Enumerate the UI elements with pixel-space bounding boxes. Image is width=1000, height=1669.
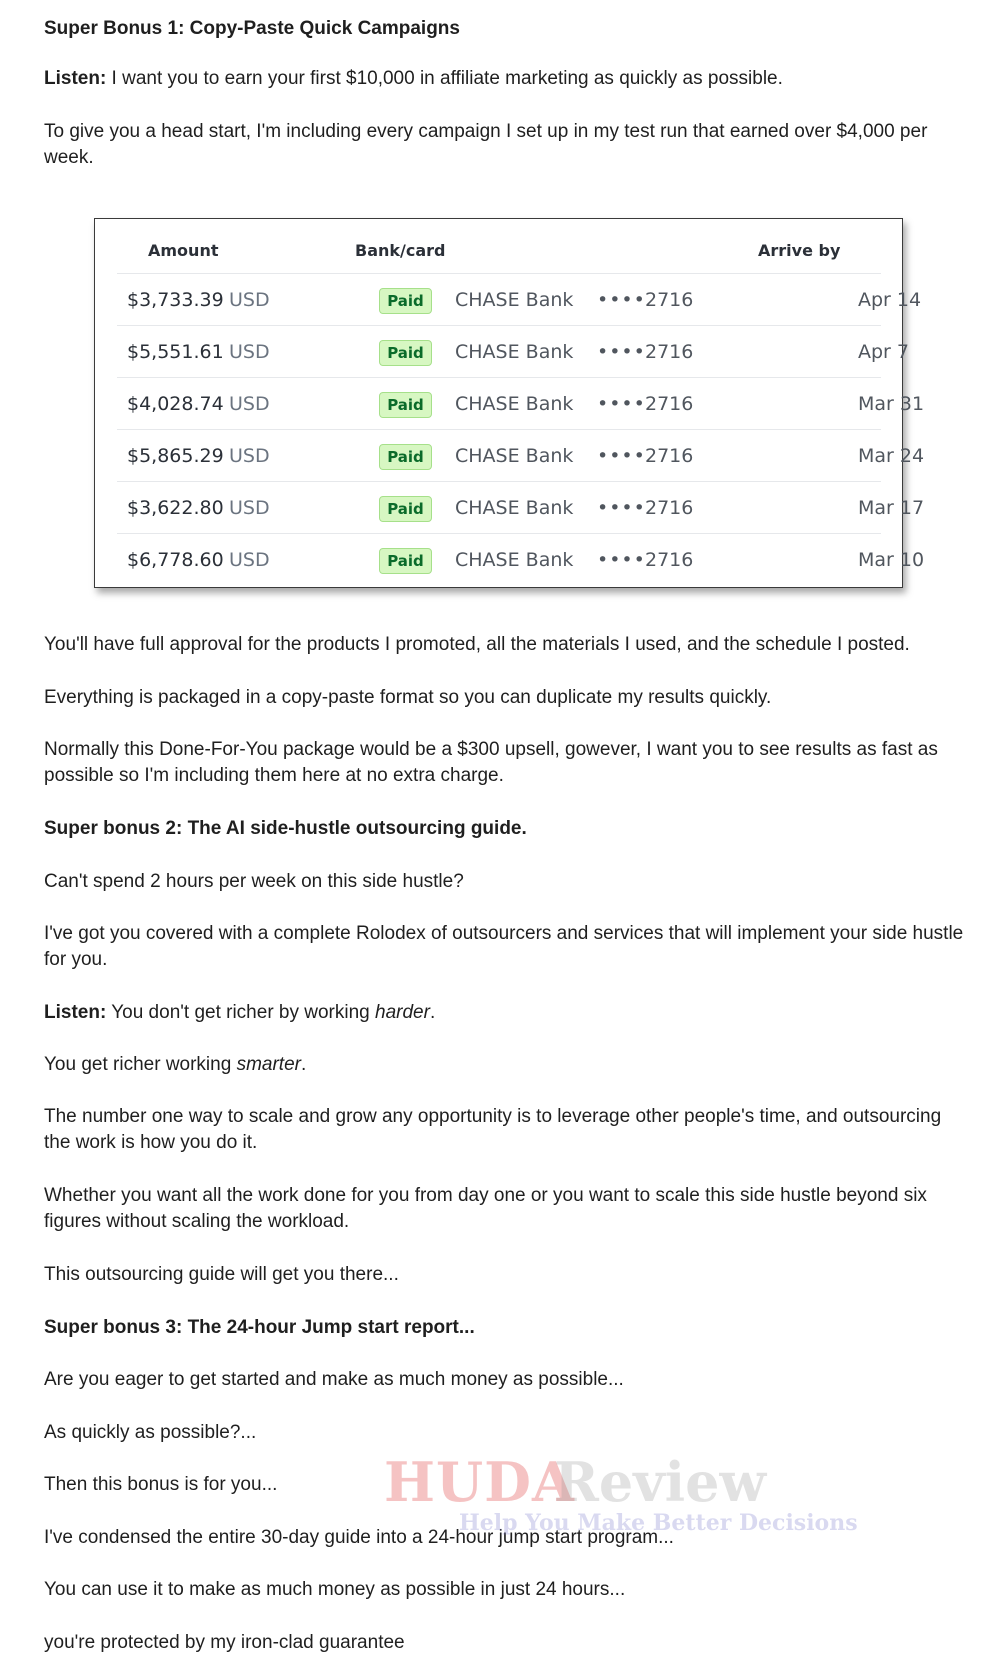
card-last4-cell: 2716: [645, 445, 694, 467]
emphasis-text: smarter: [236, 1054, 301, 1075]
table-row: [117, 481, 925, 534]
upsell-paragraph: Normally this Done-For-You package would be a $300 upsell, gowever, I want you to see results as fast as possible so I'm including them here at no extra charge.: [44, 739, 938, 786]
amount-cell: $5,865.29: [127, 445, 224, 467]
bank-name-cell: CHASE Bank: [455, 497, 574, 519]
bonus2-paragraph-3: [44, 1000, 964, 1026]
emphasis-text: harder: [375, 1002, 430, 1023]
paragraph-text: I want you to earn your first $10,000 in affiliate marketing as quickly as possible.: [106, 68, 783, 89]
column-header-bank: Bank/card: [355, 241, 446, 260]
approval-paragraph: You'll have full approval for the products I promoted, all the materials I used, and the schedule I posted.: [44, 634, 910, 655]
bonus2-paragraph-6: Whether you want all the work done for you from day one or you want to scale this side hustle beyond six figures without scaling the workload.: [44, 1185, 927, 1232]
bonus2-paragraph-2: I've got you covered with a complete Rolodex of outsourcers and services that will implement your side hustle for you.: [44, 923, 964, 970]
bonus1-heading: Super Bonus 1: Copy-Paste Quick Campaigns: [44, 18, 460, 39]
arrive-date-cell: Mar 10: [858, 549, 925, 571]
status-badge: Paid: [379, 548, 432, 574]
status-badge: Paid: [379, 496, 432, 522]
bonus1-paragraph-1: [44, 66, 964, 92]
card-last4-cell: 2716: [645, 497, 694, 519]
table-row: [117, 273, 922, 326]
column-header-arrive: Arrive by: [758, 241, 841, 260]
bank-name-cell: CHASE Bank: [455, 445, 574, 467]
currency-cell: USD: [229, 341, 270, 363]
bonus2-paragraph-7: This outsourcing guide will get you there...: [44, 1264, 399, 1285]
column-header-amount: Amount: [148, 241, 219, 260]
bonus2-heading: Super bonus 2: The AI side-hustle outsourcing guide.: [44, 818, 527, 839]
card-mask-cell: ••••: [597, 549, 646, 571]
currency-cell: USD: [229, 289, 270, 311]
bonus3-heading: Super bonus 3: The 24-hour Jump start report...: [44, 1317, 475, 1338]
status-badge: Paid: [379, 444, 432, 470]
arrive-date-cell: Mar 24: [858, 445, 925, 467]
card-mask-cell: ••••: [597, 497, 646, 519]
listen-lead: Listen:: [44, 1002, 107, 1023]
watermark-brand-a: HUDA: [384, 1450, 575, 1514]
packaged-paragraph: Everything is packaged in a copy-paste format so you can duplicate my results quickly.: [44, 687, 772, 708]
currency-cell: USD: [229, 393, 270, 415]
arrive-date-cell: Apr 14: [858, 289, 922, 311]
card-mask-cell: ••••: [597, 393, 646, 415]
amount-cell: $6,778.60: [127, 549, 224, 571]
watermark-tagline: Help You Make Better Decisions: [459, 1510, 858, 1536]
currency-cell: USD: [229, 445, 270, 467]
table-row: [117, 429, 925, 482]
arrive-date-cell: Mar 31: [858, 393, 925, 415]
card-last4-cell: 2716: [645, 341, 694, 363]
bonus3-paragraph-6: you're protected by my iron-clad guarantee: [44, 1632, 405, 1653]
card-mask-cell: ••••: [597, 341, 646, 363]
table-row: [117, 325, 909, 378]
currency-cell: USD: [229, 549, 270, 571]
bonus2-paragraph-5: The number one way to scale and grow any opportunity is to leverage other people's time, and outsourcing the work is how you do it.: [44, 1106, 942, 1153]
status-badge: Paid: [379, 288, 432, 314]
card-last4-cell: 2716: [645, 289, 694, 311]
card-last4-cell: 2716: [645, 393, 694, 415]
bonus2-paragraph-4: [44, 1052, 964, 1078]
listen-lead: Listen:: [44, 68, 107, 89]
bank-name-cell: CHASE Bank: [455, 549, 574, 571]
bonus3-paragraph-3: Then this bonus is for you...: [44, 1474, 278, 1495]
table-row: [117, 377, 925, 430]
card-mask-cell: ••••: [597, 289, 646, 311]
bonus3-paragraph-1: Are you eager to get started and make as much money as possible...: [44, 1369, 624, 1390]
amount-cell: $3,622.80: [127, 497, 224, 519]
currency-cell: USD: [229, 497, 270, 519]
card-mask-cell: ••••: [597, 445, 646, 467]
paragraph-text: You don't get richer by working: [106, 1002, 376, 1023]
bonus3-paragraph-4: I've condensed the entire 30-day guide into a 24-hour jump start program...: [44, 1527, 674, 1548]
arrive-date-cell: Mar 17: [858, 497, 925, 519]
bonus3-paragraph-2: As quickly as possible?...: [44, 1422, 257, 1443]
amount-cell: $3,733.39: [127, 289, 224, 311]
paragraph-end: .: [300, 1054, 307, 1075]
arrive-date-cell: Apr 7: [858, 341, 909, 363]
bank-name-cell: CHASE Bank: [455, 393, 574, 415]
paragraph-text: You get richer working: [44, 1054, 237, 1075]
bonus2-paragraph-1: Can't spend 2 hours per week on this side hustle?: [44, 871, 464, 892]
payouts-table: [94, 218, 925, 588]
paragraph-end: .: [429, 1002, 436, 1023]
bonus1-paragraph-2: To give you a head start, I'm including every campaign I set up in my test run that earned over $4,000 per week.: [44, 121, 928, 168]
status-badge: Paid: [379, 392, 432, 418]
amount-cell: $5,551.61: [127, 341, 224, 363]
bonus3-paragraph-5: You can use it to make as much money as possible in just 24 hours...: [44, 1579, 626, 1600]
amount-cell: $4,028.74: [127, 393, 224, 415]
bank-name-cell: CHASE Bank: [455, 289, 574, 311]
table-row: [117, 533, 925, 586]
status-badge: Paid: [379, 340, 432, 366]
watermark-brand-b: Review: [554, 1450, 766, 1514]
bank-name-cell: CHASE Bank: [455, 341, 574, 363]
card-last4-cell: 2716: [645, 549, 694, 571]
